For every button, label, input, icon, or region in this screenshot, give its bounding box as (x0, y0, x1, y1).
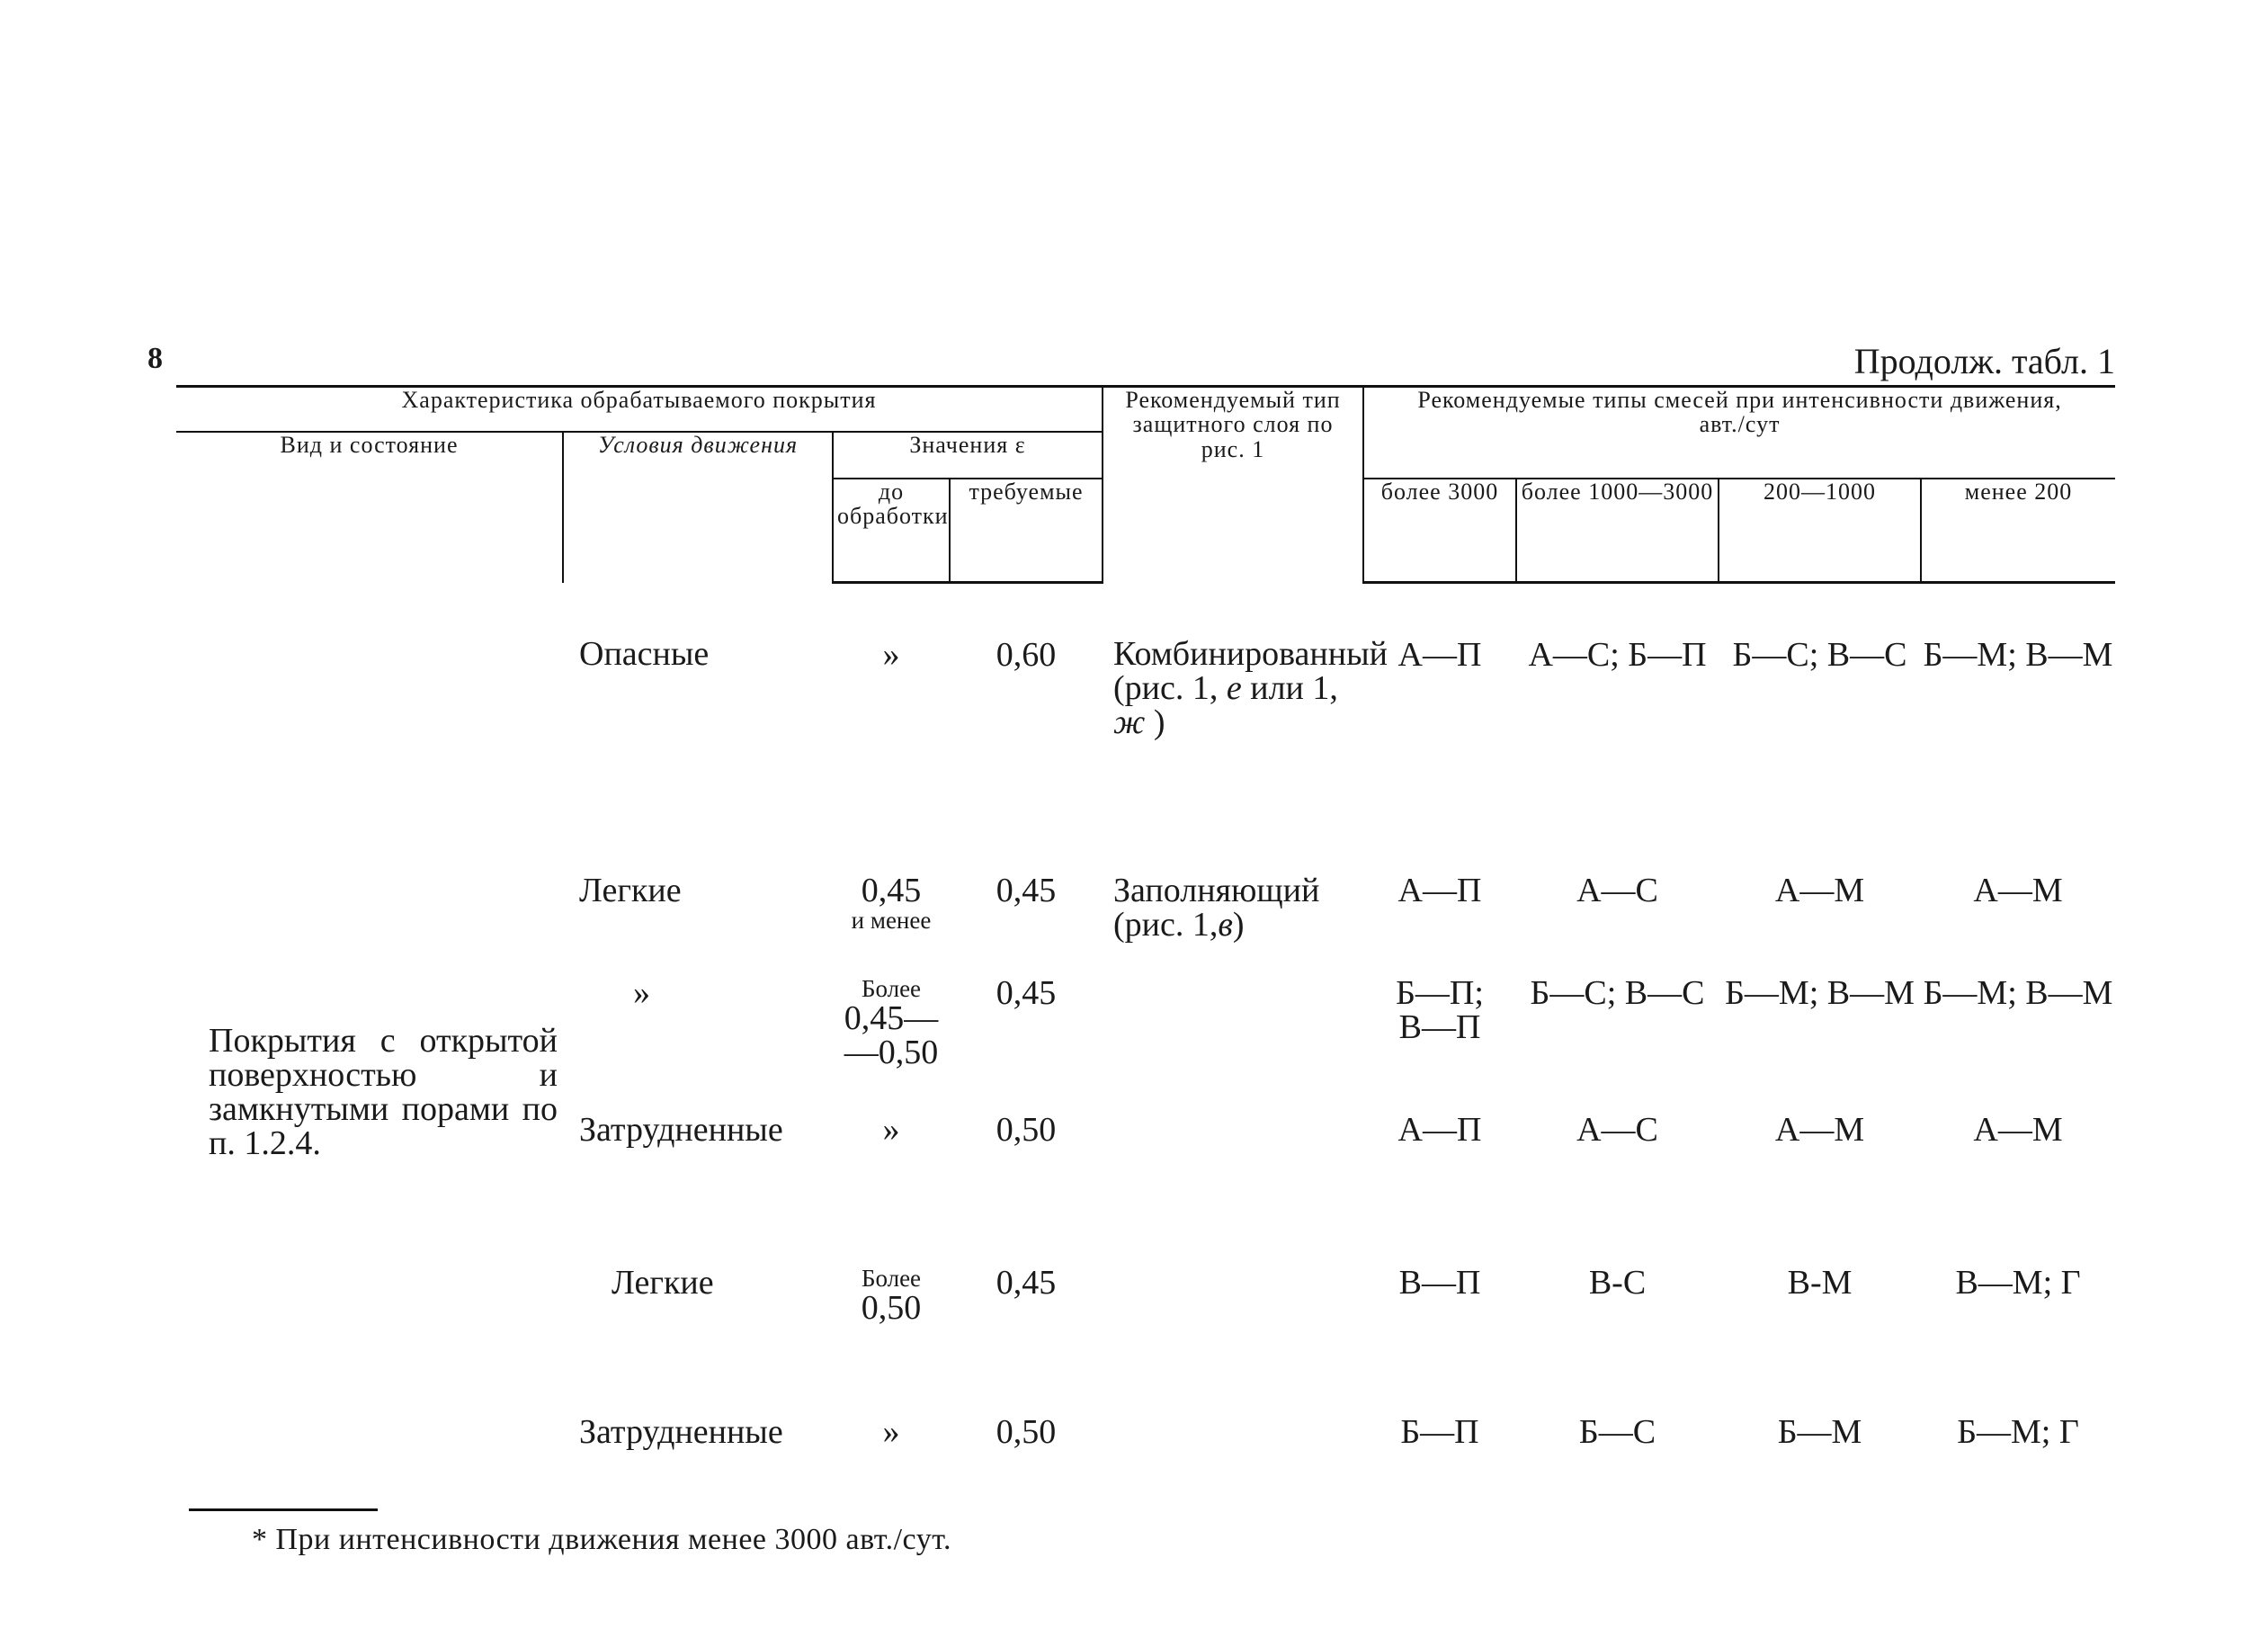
value-required: 0,50 (996, 1413, 1057, 1451)
mix-intensity-4: Б—М; В—М (1923, 636, 2113, 674)
coating-kind: Покрытия с открытой поверхностью и замкнутыми порами по п. 1.2.4. (209, 1022, 558, 1163)
value-before: Более 0,45— —0,50 (844, 975, 939, 1072)
table-body (176, 583, 2115, 1549)
mix-intensity-4: А—М (1973, 872, 2063, 909)
value-required: 0,45 (996, 1264, 1057, 1302)
header-intensity-3: 200—1000 (1719, 479, 1921, 583)
mix-intensity-1: В—П (1398, 1264, 1481, 1302)
value-before: » (882, 636, 900, 674)
header-characteristic: Характеристика обрабатываемого покрытия (176, 387, 1103, 432)
header-intensity-4: менее 200 (1921, 479, 2115, 583)
table-row (176, 583, 2115, 851)
mix-intensity-2: В-С (1588, 1264, 1647, 1302)
mix-intensity-2: А—С; Б—П (1528, 636, 1707, 674)
header-protective-layer: Рекомендуемый тип защитного слоя по рис. 1 (1103, 387, 1363, 583)
mix-intensity-3: Б—С; В—С (1732, 636, 1907, 674)
mix-intensity-3: В-М (1787, 1264, 1853, 1302)
traffic-condition: Легкие (612, 1264, 714, 1302)
table-continued-label: Продолж. табл. 1 (1853, 341, 2115, 381)
footnote-rule (189, 1508, 378, 1511)
mix-intensity-1: Б—П (1400, 1413, 1479, 1451)
header-intensity-2: более 1000—3000 (1516, 479, 1719, 583)
page-number: 8 (147, 342, 163, 375)
protective-layer (1103, 583, 1388, 851)
header-values: Значения ε (833, 432, 1103, 479)
protective-layer-ref: (рис. 1, е или 1, ж ) (1113, 668, 1338, 741)
traffic-condition: Легкие (579, 872, 682, 909)
value-before: Более 0,50 (861, 1265, 922, 1328)
traffic-condition: Опасные (579, 634, 710, 673)
mix-intensity-2: Б—С (1578, 1413, 1656, 1451)
coating-table (176, 385, 2115, 1548)
value-required: 0,45 (996, 872, 1057, 909)
header-mix-types: Рекомендуемые типы смесей при интенсивности движения, авт./сут (1363, 387, 2115, 479)
mix-intensity-3: А—М (1774, 872, 1865, 909)
header-required: требуемые (950, 479, 1103, 583)
protective-layer (1103, 850, 1363, 1548)
header-traffic-conditions: Условия движения (563, 432, 833, 583)
traffic-condition: » (633, 974, 650, 1012)
mix-intensity-1: Б—П; В—П (1396, 974, 1484, 1046)
mix-intensity-4: Б—М; Г (1957, 1413, 2079, 1451)
mix-intensity-2: Б—С; В—С (1530, 974, 1705, 1012)
protective-layer-ref: (рис. 1,в) (1113, 906, 1245, 944)
value-before: » (882, 1413, 900, 1451)
mix-intensity-3: Б—М (1777, 1413, 1862, 1451)
mix-intensity-1: А—П (1397, 872, 1482, 909)
mix-intensity-3: Б—М; В—М (1725, 974, 1915, 1012)
value-required: 0,60 (996, 636, 1057, 674)
value-required: 0,45 (996, 974, 1057, 1012)
mix-intensity-4: А—М (1973, 1111, 2063, 1149)
mix-intensity-4: В—М; Г (1955, 1264, 2081, 1302)
value-before: 0,45 и менее (851, 872, 932, 934)
header-intensity-1: более 3000 (1363, 479, 1516, 583)
mix-intensity-4: Б—М; В—М (1923, 974, 2113, 1012)
value-before: » (882, 1111, 900, 1149)
mix-intensity-2: А—С (1576, 872, 1658, 909)
protective-layer-name: Комбинированный (1113, 634, 1388, 673)
mix-intensity-3: А—М (1774, 1111, 1865, 1149)
header-before-treatment: до обработки (833, 479, 950, 583)
footnote: * При интенсивности движения менее 3000 авт./сут. (252, 1523, 951, 1556)
traffic-condition: Затрудненные (579, 1413, 783, 1451)
header-kind-state: Вид и состояние (280, 431, 459, 458)
traffic-condition: Затрудненные (579, 1111, 783, 1149)
mix-intensity-2: А—С (1576, 1111, 1658, 1149)
protective-layer-name: Заполняющий (1113, 872, 1320, 909)
value-required: 0,50 (996, 1111, 1057, 1149)
mix-intensity-1: А—П (1397, 636, 1482, 674)
mix-intensity-1: А—П (1397, 1111, 1482, 1149)
table-header (176, 387, 2115, 583)
